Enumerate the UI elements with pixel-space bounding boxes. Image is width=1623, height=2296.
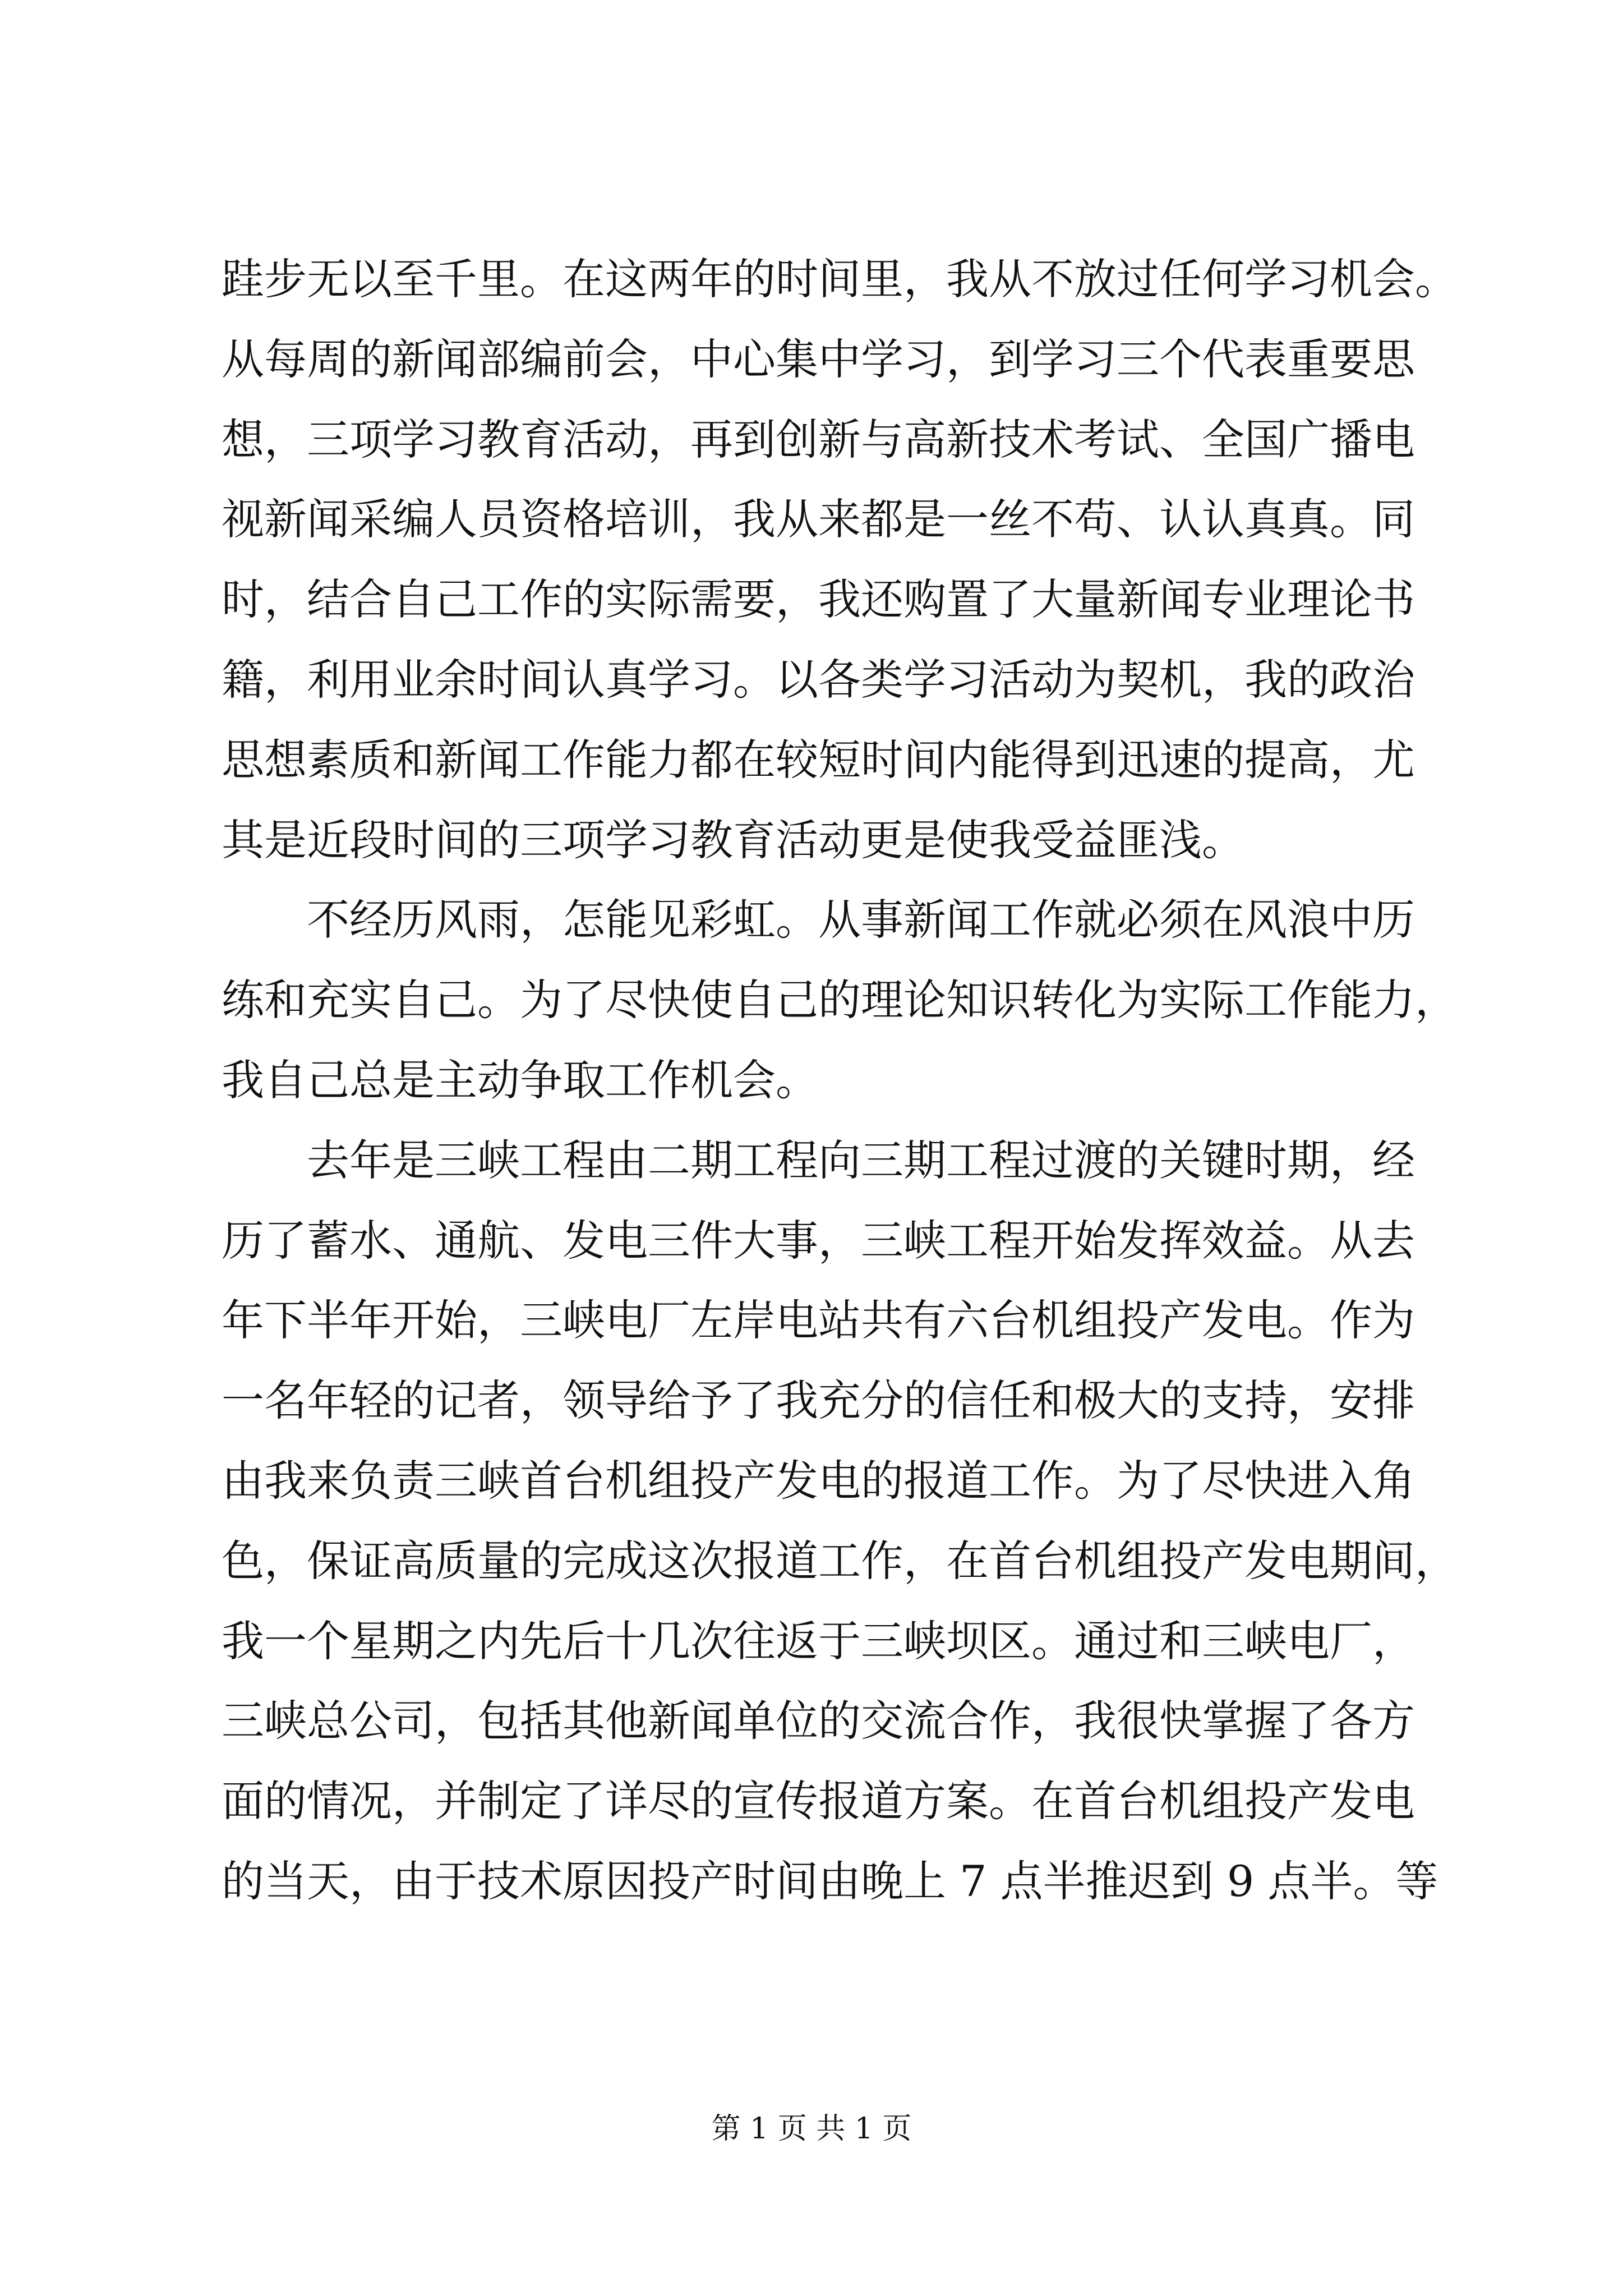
paragraph-1	[222, 254, 1458, 865]
text-line: 籍，利用业余时间认真学习。以各类学习活动为契机，我的政治	[222, 654, 1415, 705]
text-line: 由我来负责三峡首台机组投产发电的报道工作。为了尽快进入角	[222, 1455, 1415, 1506]
text-line: 思想素质和新闻工作能力都在较短时间内能得到迅速的提高，尤	[222, 734, 1415, 785]
text-line: 年下半年开始，三峡电厂左岸电站共有六台机组投产发电。作为	[222, 1295, 1415, 1346]
page-footer	[0, 2112, 1623, 2146]
text-line: 三峡总公司，包括其他新闻单位的交流合作，我很快掌握了各方	[222, 1696, 1415, 1746]
text-line: 历了蓄水、通航、发电三件大事，三峡工程开始发挥效益。从去	[222, 1215, 1415, 1266]
text-line: 其是近段时间的三项学习教育活动更是使我受益匪浅。	[222, 815, 1244, 865]
text-line: 色，保证高质量的完成这次报道工作，在首台机组投产发电期间，	[222, 1535, 1458, 1586]
text-line: 想，三项学习教育活动，再到创新与高新技术考试、全国广播电	[222, 414, 1415, 464]
text-line: 跬步无以至千里。在这两年的时间里，我从不放过任何学习机会。	[222, 254, 1458, 304]
text-line: 去年是三峡工程由二期工程向三期工程过渡的关键时期，经	[307, 1135, 1415, 1185]
page-number-label: 第 1 页 共 1 页	[711, 2112, 912, 2146]
paragraph-2	[222, 895, 1458, 1105]
document-body	[222, 254, 1458, 1940]
paragraph-3	[222, 1135, 1458, 1906]
text-line: 一名年轻的记者，领导给予了我充分的信任和极大的支持，安排	[222, 1375, 1415, 1426]
text-line: 面的情况，并制定了详尽的宣传报道方案。在首台机组投产发电	[222, 1776, 1415, 1826]
text-line: 的当天，由于技术原因投产时间由晚上 7 点半推迟到 9 点半。等	[222, 1856, 1438, 1906]
text-line: 不经历风雨，怎能见彩虹。从事新闻工作就必须在风浪中历	[307, 895, 1415, 945]
text-line: 视新闻采编人员资格培训，我从来都是一丝不苟、认认真真。同	[222, 494, 1415, 545]
text-line: 练和充实自己。为了尽快使自己的理论知识转化为实际工作能力，	[222, 975, 1458, 1025]
text-line: 我自己总是主动争取工作机会。	[222, 1055, 818, 1105]
text-line: 时，结合自己工作的实际需要，我还购置了大量新闻专业理论书	[222, 574, 1415, 625]
text-line: 从每周的新闻部编前会，中心集中学习，到学习三个代表重要思	[222, 334, 1415, 384]
text-line: 我一个星期之内先后十几次往返于三峡坝区。通过和三峡电厂，	[222, 1616, 1415, 1666]
